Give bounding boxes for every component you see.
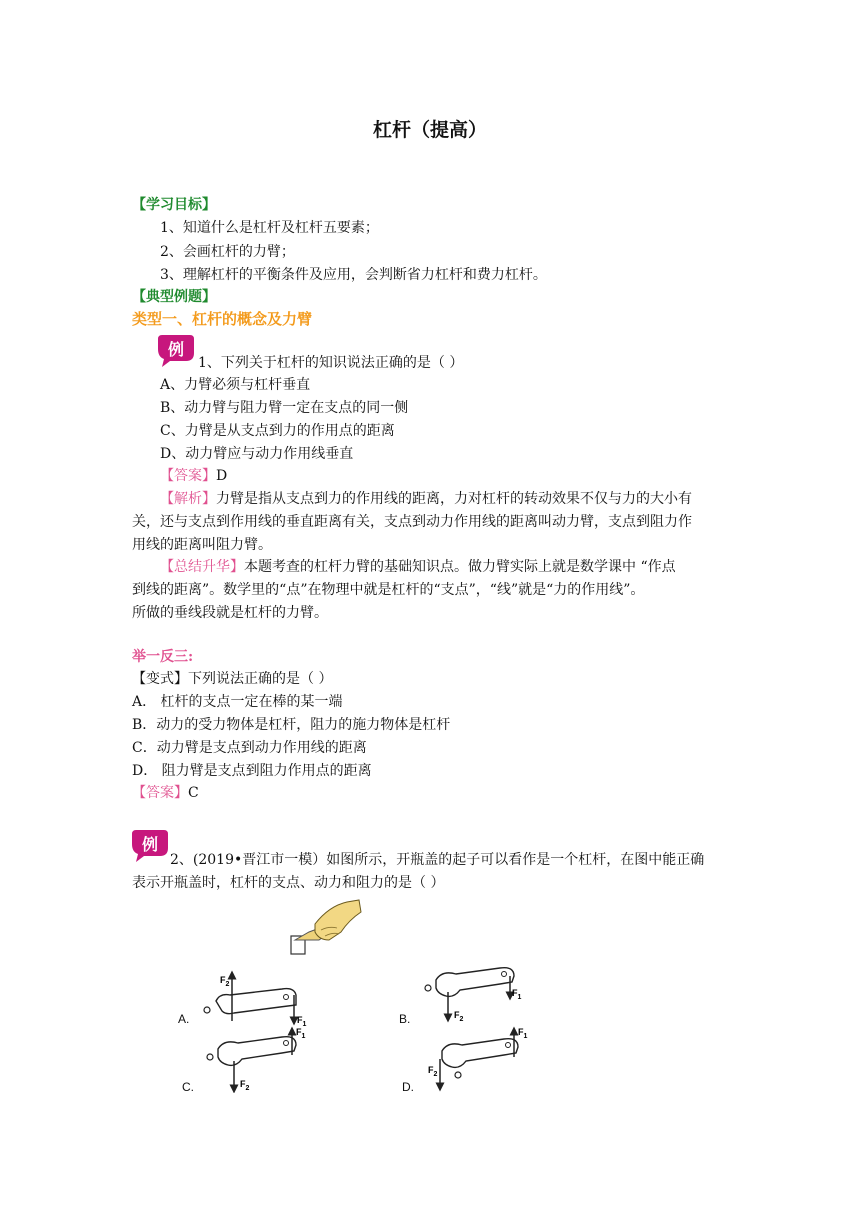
example-badge-1-char: 例 (167, 340, 185, 359)
variant-option-a: A． 杠杆的支点一定在棒的某一端 (132, 694, 343, 710)
objectives-heading: 【学习目标】 (132, 197, 216, 213)
objective-item-3: 3、理解杠杆的平衡条件及应用，会判断省力杠杆和费力杠杆。 (160, 267, 547, 283)
option-b-f1-label: $F_1$ (512, 988, 522, 1001)
option-c-f2-label: $F_2$ (240, 1079, 250, 1092)
variant-option-b: B．动力的受力物体是杠杆，阻力的施力物体是杠杆 (132, 717, 451, 733)
q1-analysis-line1 (160, 489, 692, 509)
option-a-f1-label: $F_1$ (297, 1015, 307, 1027)
objective-item-1: 1、知道什么是杠杆及杠杆五要素； (160, 220, 379, 236)
option-a-f2-label: $F_2$ (220, 975, 230, 988)
q1-option-a: A、力臂必须与杠杆垂直 (160, 377, 311, 393)
q1-summary-line2: 到线的距离”。数学里的“点”在物理中就是杠杆的“支点”，“线”就是“力的作用线”。 (132, 582, 645, 598)
q2-option-a-label: A. (178, 1012, 190, 1026)
q1-summary-text1: 本题考查的杠杆力臂的基础知识点。做力臂实际上就是数学课中 “作点 (244, 559, 676, 575)
example-badge-1 (156, 331, 196, 369)
q1-answer-tag: 【答案】 (160, 468, 216, 484)
option-d-f1-label: $F_1$ (518, 1027, 528, 1040)
q1-summary-line1 (160, 557, 676, 577)
q2-option-d-label: D. (402, 1080, 414, 1094)
variant-option-c: C．动力臂是支点到动力作用线的距离 (132, 740, 367, 756)
q1-option-b: B、动力臂与阻力臂一定在支点的同一侧 (160, 400, 409, 416)
variant-heading: 举一反三: (132, 649, 194, 665)
variant-answer-tag: 【答案】 (132, 785, 188, 801)
variant-option-d: D． 阻力臂是支点到阻力作用点的距离 (132, 763, 372, 779)
option-d-f2-label: $F_2$ (428, 1065, 438, 1078)
q1-option-c: C、力臂是从支点到力的作用点的距离 (160, 423, 395, 439)
q2-option-a-figure (198, 965, 310, 1027)
q1-summary-line3: 所做的垂线段就是杠杆的力臂。 (132, 605, 328, 621)
q2-option-c-figure (204, 1025, 316, 1093)
hand-opener-illustration (285, 896, 365, 958)
variant-answer-line (132, 783, 199, 803)
q1-answer-line (160, 466, 227, 486)
q1-analysis-line3: 用线的距离叫阻力臂。 (132, 537, 272, 553)
option-c-f1-label: $F_1$ (296, 1027, 306, 1040)
q2-stem-line1: 2、(2019•晋江市一模）如图所示，开瓶盖的起子可以看作是一个杠杆，在图中能正确 (170, 852, 705, 868)
q2-stem-line2: 表示开瓶盖时，杠杆的支点、动力和阻力的是（ ） (132, 875, 445, 891)
option-b-f2-label: $F_2$ (454, 1010, 464, 1023)
objective-item-2: 2、会画杠杆的力臂； (160, 244, 295, 260)
q2-option-d-figure (424, 1025, 536, 1093)
q1-answer: D (216, 468, 228, 484)
type1-heading: 类型一、杠杆的概念及力臂 (132, 310, 313, 328)
q2-option-c-label: C. (182, 1080, 194, 1094)
q1-analysis-text1: 力臂是指从支点到力的作用线的距离，力对杠杆的转动效果不仅与力的大小有 (216, 491, 692, 507)
q1-stem: 1、下列关于杠杆的知识说法正确的是（ ） (198, 355, 464, 371)
example-badge-2 (130, 826, 170, 864)
q1-option-d: D、动力臂应与动力作用线垂直 (160, 446, 354, 462)
q1-analysis-tag: 【解析】 (160, 491, 216, 507)
q2-option-b-label: B. (399, 1012, 411, 1026)
examples-heading: 【典型例题】 (132, 289, 216, 305)
q1-analysis-line2: 关，还与支点到作用线的垂直距离有关，支点到动力作用线的距离叫动力臂，支点到阻力作 (132, 514, 692, 530)
variant-stem: 【变式】下列说法正确的是（ ） (132, 671, 333, 687)
q2-option-b-figure (420, 962, 532, 1024)
page-title: 杠杆（提高） (372, 119, 487, 141)
variant-answer: C (188, 785, 199, 801)
example-badge-2-char: 例 (141, 835, 159, 854)
q1-summary-tag: 【总结升华】 (160, 559, 244, 575)
